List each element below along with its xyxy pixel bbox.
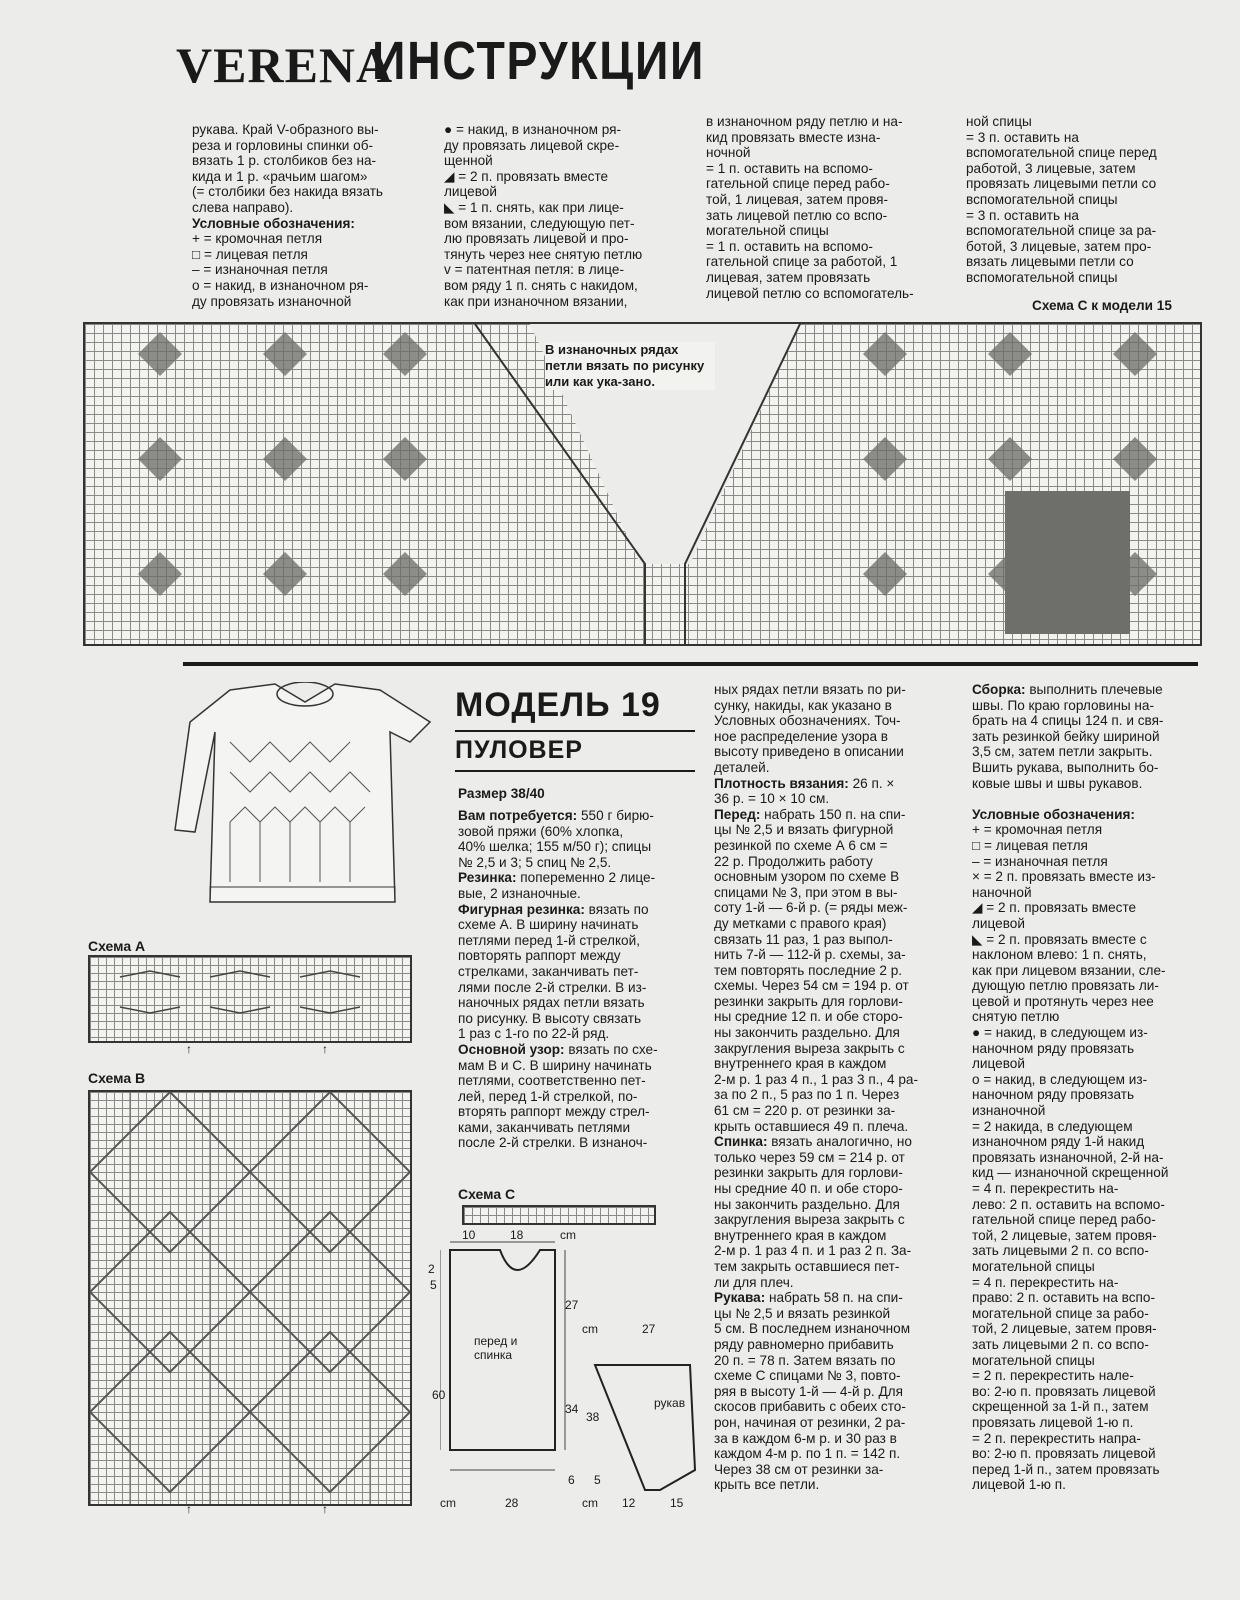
top-col-2-line: тянуть через нее снятую петлю xyxy=(444,246,643,262)
model-col-3-line: + = кромочная петля xyxy=(972,822,1103,838)
top-col-3 xyxy=(706,114,936,301)
model-col-3-line: могательной спицы xyxy=(972,1352,1095,1368)
top-col-1-line: + = кромочная петля xyxy=(192,231,323,247)
model-col-3-line: скрещенной за 1-й п., затем xyxy=(972,1399,1149,1415)
model-col-2-line: 61 см = 220 р. от резинки за- xyxy=(714,1103,896,1119)
model-col-3-line: ковые швы и швы рукавов. xyxy=(972,775,1143,791)
model-col-3-line: Вшить рукава, выполнить бо- xyxy=(972,759,1159,775)
model-col-3-line: 3,5 см, затем петли закрыть. xyxy=(972,744,1153,760)
brand-logo: VERENA xyxy=(176,37,394,93)
model-col-2-line: цы № 2,5 и вязать резинкой xyxy=(714,1305,891,1321)
model-col-3-line: × = 2 п. провязать вместе из- xyxy=(972,869,1156,885)
model-col-2-line: закругления выреза закрыть с xyxy=(714,1212,905,1228)
subtitle-underline xyxy=(455,770,695,772)
model-col-2-line: каждом 4-м р. по 1 п. = 142 п. xyxy=(714,1446,901,1462)
model-col-1-line: Основной узор: вязать по схе- xyxy=(458,1041,658,1057)
model-col-1-line: 1 раз с 1-го по 22-й ряд. xyxy=(458,1026,610,1042)
model-col-3-line: изнаночном ряду 1-й накид xyxy=(972,1134,1145,1150)
model-col-3-line: ◢ = 2 п. провязать вместе xyxy=(972,900,1137,916)
sleeve-dim-27: 27 xyxy=(642,1322,656,1336)
model-col-3-line: ◣ = 2 п. провязать вместе с xyxy=(972,931,1147,947)
model-col-2-line: ряя в высоту 1-й — 4-й р. Для xyxy=(714,1383,903,1399)
dim-right-27: 27 xyxy=(565,1298,579,1312)
model-col-2 xyxy=(714,682,950,1493)
model-col-2-line: основным узором по схеме В xyxy=(714,869,900,885)
model-col-3-line: наклоном влево: 1 п. снять, xyxy=(972,947,1147,963)
sleeve-dim-12: 12 xyxy=(622,1496,636,1510)
model-col-1-line: зовой пряжи (60% хлопка, xyxy=(458,823,624,839)
model-col-2-line: резинки закрыть для горлови- xyxy=(714,993,903,1009)
top-col-4-line: вспомогательной спицы xyxy=(966,191,1118,207)
model-col-2-line: цы № 2,5 и вязать фигурной xyxy=(714,822,894,838)
model-col-2-line: 2-м р. 1 раз 4 п., 1 раз 3 п., 4 ра- xyxy=(714,1071,918,1087)
model-col-3-line: = 2 п. перекрестить напра- xyxy=(972,1430,1141,1446)
model-col-2-line: ны средние 40 п. и обе сторо- xyxy=(714,1181,903,1196)
model-col-2-line: за в каждом 6-м р. и 30 раз в xyxy=(714,1430,897,1446)
dim-right-5: 5 xyxy=(594,1473,601,1487)
arrow-1: ↑ xyxy=(186,1042,192,1056)
model-col-2-line: крыть все петли. xyxy=(714,1477,820,1493)
model-col-1-line: № 2,5 и 3; 5 спиц № 2,5. xyxy=(458,854,612,870)
front-back-label: перед и спинка xyxy=(474,1334,518,1362)
schema-a-label: Схема А xyxy=(88,938,146,954)
model-col-3-line: = 2 накида, в следующем xyxy=(972,1118,1133,1134)
model-col-2-line: 5 см. В последнем изнаночном xyxy=(714,1321,911,1337)
top-col-2-line: вом вязании, следующую пет- xyxy=(444,215,635,231)
top-col-3-line: той, 1 лицевая, затем провя- xyxy=(706,191,889,207)
model-col-3-line: Сборка: выполнить плечевые xyxy=(972,682,1163,697)
model-col-3-line: лицевой 1-ю п. xyxy=(972,1477,1066,1493)
chart-note: В изнаночных рядах петли вязать по рисунку или как ука-зано. xyxy=(545,342,715,390)
top-col-1-line: о = накид, в изнаночном ря- xyxy=(192,277,369,293)
top-col-3-line: зать лицевой петлю со вспо- xyxy=(706,207,888,223)
model-col-1-line: ками, заканчивать петлями xyxy=(458,1119,631,1135)
model-col-2-line: тем повторять последние 2 р. xyxy=(714,962,903,978)
model-col-2-line: 22 р. Продолжить работу xyxy=(714,853,873,869)
top-col-4-line: вспомогательной спице за ра- xyxy=(966,223,1157,239)
top-col-4-line: вспомогательной спицы xyxy=(966,269,1118,285)
model-col-1-line: наночных рядах петли вязать xyxy=(458,995,645,1011)
top-col-4-line: вспомогательной спице перед xyxy=(966,145,1157,161)
model-col-3-line: цевой и протянуть через нее xyxy=(972,993,1154,1009)
top-col-1-line: (= столбики без накида вязать xyxy=(192,184,384,200)
sleeve-label: рукав xyxy=(654,1396,686,1410)
section-divider xyxy=(183,662,1198,666)
top-col-1-line: рукава. Край V-образного вы- xyxy=(192,122,379,137)
sleeve-dim-cm: cm xyxy=(582,1322,598,1336)
model-col-3-line: право: 2 п. оставить на вспо- xyxy=(972,1290,1155,1306)
top-col-1-line: □ = лицевая петля xyxy=(192,246,308,262)
top-col-3-line: гательной спице перед рабо- xyxy=(706,176,890,192)
top-col-3-line: лицевая, затем провязать xyxy=(706,269,871,285)
sleeve-dim-15: 15 xyxy=(670,1496,684,1510)
diamond-motif xyxy=(263,332,307,376)
model-col-2-line: резинки закрыть для горлови- xyxy=(714,1165,903,1181)
schema-b-label: Схема В xyxy=(88,1070,146,1086)
model-col-2-line: ное распределение узора в xyxy=(714,728,889,744)
model-col-3-line: □ = лицевая петля xyxy=(972,837,1088,853)
schema-a-chart xyxy=(88,955,412,1043)
arrow-4: ↑ xyxy=(322,1502,328,1516)
model-col-1-line: Вам потребуется: 550 г бирю- xyxy=(458,808,654,823)
model-col-2-line: 2-м р. 1 раз 4 п. и 1 раз 2 п. За- xyxy=(714,1243,912,1259)
schema-c-small-chart xyxy=(462,1205,656,1225)
top-col-4 xyxy=(966,114,1198,286)
model-col-3-line: провязать изнаночной, 2-й на- xyxy=(972,1149,1164,1165)
top-col-3-line: лицевой петлю со вспомогатель- xyxy=(706,285,914,301)
top-col-3-line: могательной спицы xyxy=(706,223,829,239)
dim-top-cm: cm xyxy=(560,1228,576,1242)
model-col-2-line: Перед: набрать 150 п. на спи- xyxy=(714,806,906,822)
diamond-motif xyxy=(863,332,907,376)
model-col-1-line: лями после 2-й стрелки. В из- xyxy=(458,979,647,995)
schema-c-model-15-label: Схема С к модели 15 xyxy=(1032,298,1172,313)
diamond-motif xyxy=(383,332,427,376)
top-col-2-line: вом ряду 1 п. снять с накидом, xyxy=(444,277,638,293)
model-col-3-line: той, 2 лицевые, затем провя- xyxy=(972,1227,1157,1243)
model-col-3-line: наночной xyxy=(972,884,1032,900)
model-col-2-line: 20 п. = 78 п. Затем вязать по xyxy=(714,1352,896,1368)
model-col-1-line: повторять раппорт между xyxy=(458,948,621,964)
top-col-4-line: провязать лицевыми петли со xyxy=(966,176,1157,192)
dim-right-6: 6 xyxy=(568,1473,575,1487)
model-title: МОДЕЛЬ 19 xyxy=(455,686,661,724)
model-col-2-line: ны средние 12 п. и обе сторо- xyxy=(714,1009,903,1025)
model-col-2-line: резинкой по схеме А 6 см = xyxy=(714,837,888,853)
model-col-2-line: Через 38 см от резинки за- xyxy=(714,1461,884,1477)
top-col-3-line: = 1 п. оставить на вспомо- xyxy=(706,160,873,176)
diamond-motif xyxy=(263,552,307,596)
model-col-2-line: ны закончить раздельно. Для xyxy=(714,1196,900,1212)
schema-c-label: Схема С xyxy=(458,1186,516,1202)
model-col-2-line: ду метками с правого края) xyxy=(714,915,887,931)
model-col-2-line: сунку, накиды, как указано в xyxy=(714,697,892,713)
model-col-1-line: вые, 2 изнаночные. xyxy=(458,885,581,901)
top-col-4-line: ной спицы xyxy=(966,114,1032,129)
model-col-3-line: наночном ряду провязать xyxy=(972,1040,1135,1056)
model-col-2-line: спицами № 3, при этом в вы- xyxy=(714,884,898,900)
model-col-3-line: перед 1-й п., затем провязать xyxy=(972,1461,1160,1477)
model-col-3-line: зать лицевыми 2 п. со вспо- xyxy=(972,1243,1149,1259)
model-col-2-line: высоту приведено в описании xyxy=(714,744,904,760)
dim-left-60: 60 xyxy=(432,1388,446,1402)
dim-bottom-cm-2: cm xyxy=(582,1496,598,1510)
page-title: ИНСТРУКЦИИ xyxy=(372,31,706,91)
top-col-2-line: ● = накид, в изнаночном ря- xyxy=(444,122,622,137)
top-col-2-line: ду провязать лицевой скре- xyxy=(444,137,620,153)
top-col-3-line: кид провязать вместе изна- xyxy=(706,129,881,145)
model-col-1-line: лей, перед 1-й стрелкой, по- xyxy=(458,1088,638,1104)
top-col-3-line: = 1 п. оставить на вспомо- xyxy=(706,238,873,254)
diamond-motif xyxy=(138,437,182,481)
model-subtitle: ПУЛОВЕР xyxy=(455,736,583,764)
model-col-3-line: изнаночной xyxy=(972,1103,1046,1119)
schema-b-chart xyxy=(88,1090,412,1506)
diamond-motif xyxy=(988,332,1032,376)
model-col-1-line: мам В и С. В ширину начинать xyxy=(458,1057,652,1073)
top-col-1-line: вязать 1 р. столбиков без на- xyxy=(192,153,377,169)
model-col-1-line: по рисунку. В высоту связать xyxy=(458,1010,642,1026)
diamond-motif xyxy=(263,437,307,481)
model-col-3-line: лицевой xyxy=(972,1056,1025,1072)
model-col-3-line: зать резинкой бейку шириной xyxy=(972,728,1160,744)
model-col-2-line: ны закончить раздельно. Для xyxy=(714,1025,900,1041)
model-col-2-line: ли для плеч. xyxy=(714,1274,794,1290)
schema-b-marks xyxy=(90,1092,410,1504)
diamond-motif xyxy=(863,437,907,481)
model-col-2-line: Спинка: вязать аналогично, но xyxy=(714,1134,912,1150)
model-col-2-line: 36 р. = 10 × 10 см. xyxy=(714,791,830,807)
model-col-1-line: петлями перед 1-й стрелкой, xyxy=(458,932,640,948)
model-col-2-line: ных рядах петли вязать по ри- xyxy=(714,682,906,697)
title-underline xyxy=(455,730,695,732)
model-col-2-line: Плотность вязания: 26 п. × xyxy=(714,775,895,791)
dim-top-18: 18 xyxy=(510,1228,524,1242)
diamond-motif xyxy=(138,332,182,376)
model-col-2-line: связать 11 раз, 1 раз выпол- xyxy=(714,931,893,947)
top-col-2-line: ◢ = 2 п. провязать вместе xyxy=(444,168,609,184)
diamond-motif xyxy=(383,437,427,481)
top-col-4-line: = 3 п. оставить на xyxy=(966,129,1079,145)
model-col-1-line: 40% шелка; 155 м/50 г); спицы xyxy=(458,839,652,855)
model-col-3-line xyxy=(972,791,1198,807)
model-col-3-line: могательной спице за рабо- xyxy=(972,1305,1149,1321)
model-col-2-line: деталей. xyxy=(714,759,770,775)
top-col-2-line: как при изнаночном вязании, xyxy=(444,293,628,309)
model-col-2-line: рон, начиная от резинки, 2 ра- xyxy=(714,1414,906,1430)
model-col-3-line: о = накид, в следующем из- xyxy=(972,1071,1148,1087)
model-col-2-line: Условных обозначениях. Точ- xyxy=(714,713,901,729)
diamond-motif xyxy=(1113,437,1157,481)
diamond-motif xyxy=(383,552,427,596)
diamond-motif xyxy=(138,552,182,596)
arrow-3: ↑ xyxy=(186,1502,192,1516)
model-col-2-line: соту 1-й — 6-й р. (= ряды меж- xyxy=(714,900,908,916)
model-col-3 xyxy=(972,682,1198,1493)
model-col-3-line: – = изнаночная петля xyxy=(972,853,1108,869)
model-col-2-line: схеме С спицами № 3, повто- xyxy=(714,1368,901,1384)
shaded-block xyxy=(1005,491,1130,634)
model-col-1-line: вторять раппорт между стрел- xyxy=(458,1104,650,1120)
model-col-2-line: закругления выреза закрыть с xyxy=(714,1040,905,1056)
top-col-3-line: гательной спице за работой, 1 xyxy=(706,254,898,270)
model-col-3-line: дующую петлю провязать ли- xyxy=(972,978,1159,994)
top-col-1-line: реза и горловины спинки об- xyxy=(192,137,374,153)
model-col-3-line: зать лицевыми 2 п. со вспо- xyxy=(972,1336,1149,1352)
model-col-2-line: Рукава: набрать 58 п. на спи- xyxy=(714,1290,903,1306)
model-col-3-line: снятую петлю xyxy=(972,1009,1060,1025)
top-col-1-line: кида и 1 р. «рачьим шагом» xyxy=(192,168,368,184)
top-col-1-line: ду провязать изнаночной xyxy=(192,293,352,309)
diamond-motif xyxy=(863,552,907,596)
diamond-motif xyxy=(988,437,1032,481)
model-col-3-line: кид — изнаночной скрещенной xyxy=(972,1165,1169,1181)
top-col-1-line: слева направо). xyxy=(192,199,294,215)
model-col-2-line: схемы. Через 54 см = 194 р. от xyxy=(714,978,909,994)
model-col-3-line: = 4 п. перекрестить на- xyxy=(972,1274,1119,1290)
top-col-3-line: в изнаночном ряду петлю и на- xyxy=(706,114,903,129)
model-col-2-line: внутреннего края в каждом xyxy=(714,1227,887,1243)
arrow-2: ↑ xyxy=(322,1042,328,1056)
dim-right-34: 34 xyxy=(565,1402,579,1416)
top-col-2-line: лю провязать лицевой и про- xyxy=(444,231,629,247)
model-col-1-line: стрелками, заканчивать пет- xyxy=(458,963,639,979)
model-col-3-line: = 4 п. перекрестить на- xyxy=(972,1181,1119,1196)
model-col-2-line: нить 7-й — 112-й р. схемы, за- xyxy=(714,947,906,963)
diamond-motif xyxy=(1113,332,1157,376)
model-col-1-line: Фигурная резинка: вязать по xyxy=(458,901,649,917)
model-col-3-line: как при лицевом вязании, сле- xyxy=(972,962,1166,978)
pattern-drawing xyxy=(440,1240,710,1510)
model-col-3-line: брать на 4 спицы 124 п. и свя- xyxy=(972,713,1164,729)
model-col-1-line: схеме А. В ширину начинать xyxy=(458,917,639,933)
model-col-2-line: ряду равномерно прибавить xyxy=(714,1336,894,1352)
model-col-3-line: могательной спицы xyxy=(972,1258,1095,1274)
dim-top-10: 10 xyxy=(462,1228,476,1242)
top-col-2 xyxy=(444,122,672,309)
model-col-2-line: скосов прибавить с обеих сто- xyxy=(714,1399,906,1415)
top-col-4-line: ботой, 3 лицевые, затем про- xyxy=(966,238,1152,254)
model-col-2-line: крыть оставшиеся 49 п. плеча. xyxy=(714,1118,909,1134)
model-col-3-line: провязать лицевой 1-ю п. xyxy=(972,1414,1134,1430)
dim-left-5: 5 xyxy=(430,1278,437,1292)
top-col-4-line: = 3 п. оставить на xyxy=(966,207,1079,223)
model-col-3-line: швы. По краю горловины на- xyxy=(972,697,1155,713)
top-col-1-line: – = изнаночная петля xyxy=(192,262,328,278)
model-col-3-line: гательной спице перед рабо- xyxy=(972,1212,1156,1228)
dim-left-2: 2 xyxy=(428,1262,435,1276)
top-col-4-line: работой, 3 лицевые, затем xyxy=(966,160,1136,176)
top-col-4-line: вязать лицевыми петли со xyxy=(966,254,1134,270)
model-col-3-line: лицевой xyxy=(972,915,1025,931)
schema-a-marks xyxy=(90,957,410,1041)
model-col-2-line: внутреннего края в каждом xyxy=(714,1056,887,1072)
top-col-3-line: ночной xyxy=(706,145,751,161)
model-col-3-line: во: 2-ю п. провязать лицевой xyxy=(972,1446,1156,1462)
sweater-sketch xyxy=(170,682,440,914)
dim-bottom-cm: cm xyxy=(440,1496,456,1510)
sleeve-dim-38: 38 xyxy=(586,1410,600,1424)
top-col-1 xyxy=(192,122,407,309)
model-col-2-line: тем закрыть оставшиеся пет- xyxy=(714,1258,900,1274)
model-col-1 xyxy=(458,808,694,1151)
model-col-2-line: только через 59 см = 214 р. от xyxy=(714,1149,905,1165)
model-col-3-line: наночном ряду провязать xyxy=(972,1087,1135,1103)
top-col-2-line: ◣ = 1 п. снять, как при лице- xyxy=(444,199,624,215)
model-col-3-line: во: 2-ю п. провязать лицевой xyxy=(972,1383,1156,1399)
model-col-3-line: лево: 2 п. оставить на вспомо- xyxy=(972,1196,1165,1212)
model-col-1-line: петлями, соответственно пет- xyxy=(458,1073,646,1089)
model-col-3-line: ● = накид, в следующем из- xyxy=(972,1025,1148,1041)
model-col-3-line: Условные обозначения: xyxy=(972,806,1135,822)
model-col-3-line: той, 2 лицевые, затем провя- xyxy=(972,1321,1157,1337)
dim-bottom-28: 28 xyxy=(505,1496,519,1510)
model-col-1-line: Резинка: попеременно 2 лице- xyxy=(458,870,656,886)
model-col-2-line: за по 2 п., 5 раз по 1 п. Через xyxy=(714,1087,900,1103)
model-col-3-line: = 2 п. перекрестить нале- xyxy=(972,1368,1134,1384)
size-label: Размер 38/40 xyxy=(458,786,545,801)
top-col-2-line: v = патентная петля: в лице- xyxy=(444,262,624,278)
schema-c-chart xyxy=(83,322,1202,646)
model-col-1-line: после 2-й стрелки. В изнаноч- xyxy=(458,1135,648,1151)
top-col-2-line: лицевой xyxy=(444,184,497,200)
top-col-1-line: Условные обозначения: xyxy=(192,215,355,231)
top-col-2-line: щенной xyxy=(444,153,493,169)
